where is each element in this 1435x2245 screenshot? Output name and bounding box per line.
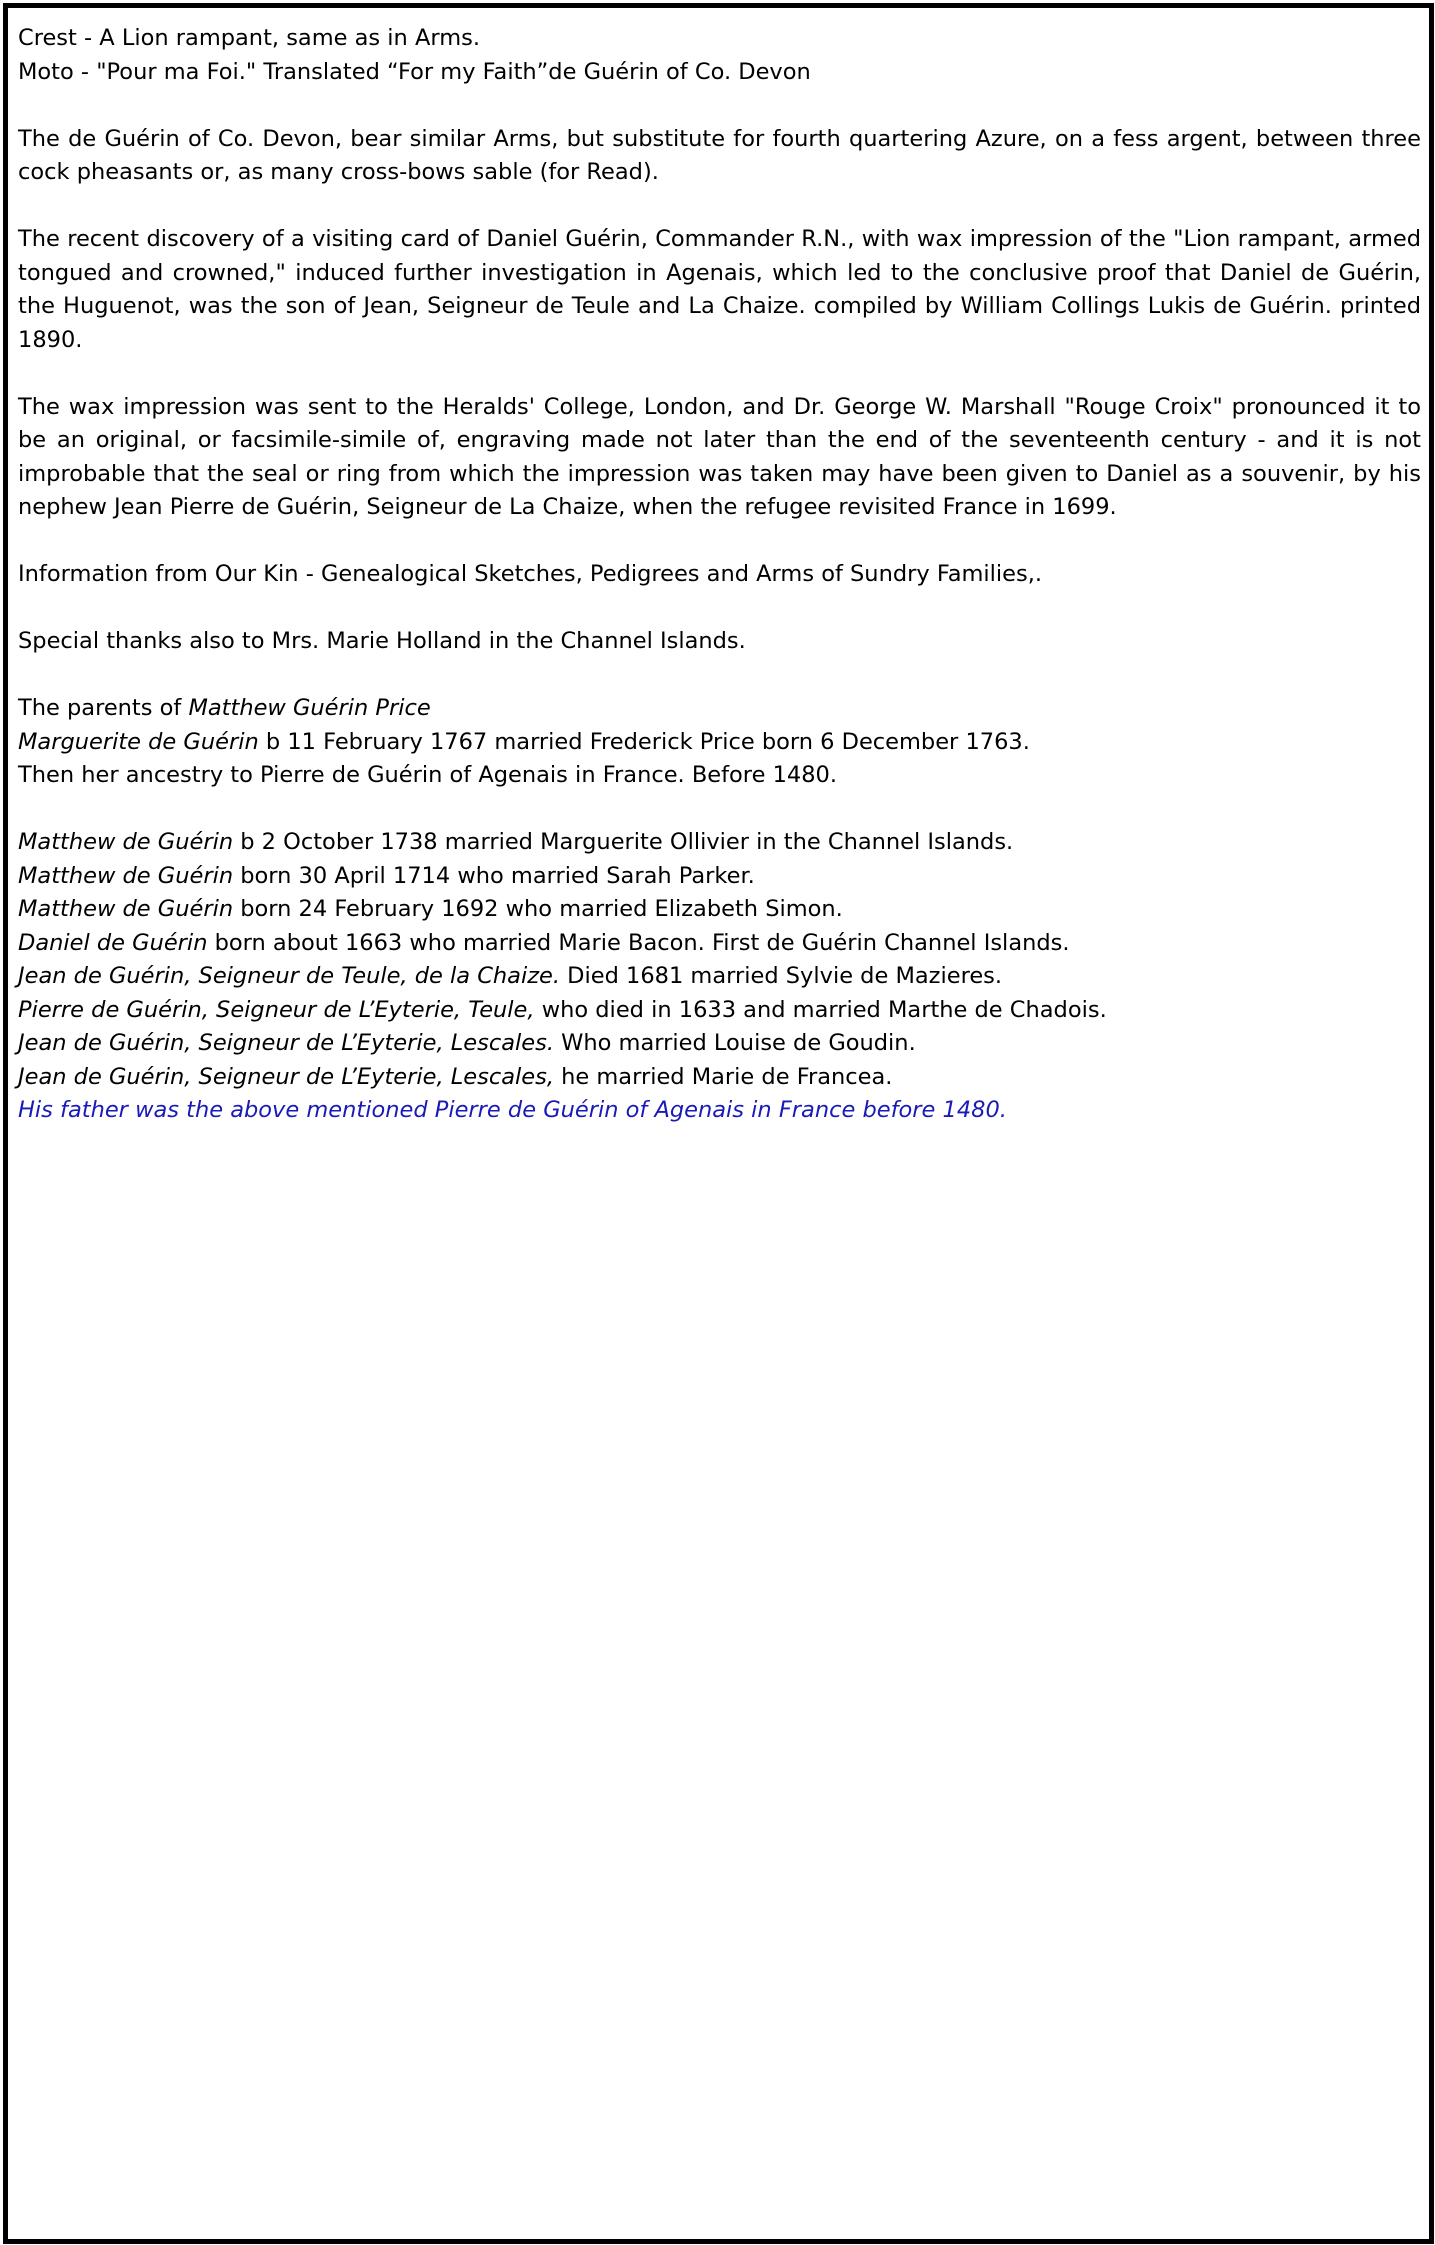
page-frame [3, 3, 1434, 2244]
devon-paragraph: The de Guérin of Co. Devon, bear similar Arms, but substitute for fourth quartering Azure, on a fess argent, between three cock pheasants or, as many cross-bows sable (for Read). [18, 125, 1421, 185]
motto-line: Moto - "Pour ma Foi." Translated “For my Faith”de Guérin of Co. Devon [18, 58, 811, 85]
thanks-line: Special thanks also to Mrs. Marie Holland in the Channel Islands. [18, 628, 746, 654]
lineage-name: Jean de Guérin, Seigneur de L’Eyterie, Lescales. [18, 1030, 554, 1056]
lineage-line [18, 860, 1421, 894]
spacer [18, 357, 1421, 391]
lineage-name: Jean de Guérin, Seigneur de Teule, de la Chaize. [18, 963, 561, 989]
lineage-name: Matthew de Guérin [18, 896, 234, 922]
discovery-paragraph: The recent discovery of a visiting card of Daniel Guérin, Commander R.N., with wax impression of the "Lion rampant, armed tongued and crowned," induced further investigation in Agenais, which led to the conclusive proof that Daniel de Guérin, the Huguenot, was the son of Jean, Seigneur de Teule and La Chaize. compiled by William Collings Lukis de Guérin. printed 1890. [18, 226, 1421, 353]
spacer [18, 793, 1421, 827]
lineage-line [18, 893, 1421, 927]
lineage-details: born 24 February 1692 who married Elizabeth Simon. [233, 896, 843, 922]
lineage-details: born about 1663 who married Marie Bacon. First de Guérin Channel Islands. [207, 929, 1070, 956]
lineage-line [18, 994, 1421, 1028]
parents-intro-text: The parents of [18, 695, 189, 721]
lineage-name: Pierre de Guérin, Seigneur de L’Eyterie, Teule, [18, 996, 535, 1023]
spacer [18, 525, 1421, 559]
lineage-details: he married Marie de Francea. [553, 1063, 893, 1090]
crest-line: Crest - A Lion rampant, same as in Arms. [18, 25, 480, 51]
spacer [18, 592, 1421, 626]
parents-intro-name: Matthew Guérin Price [188, 695, 431, 721]
lineage-line [18, 960, 1421, 994]
spacer [18, 89, 1421, 123]
lineage-name: Matthew de Guérin [18, 829, 234, 855]
spacer [18, 659, 1421, 693]
lineage-details: born 30 April 1714 who married Sarah Parker. [233, 862, 755, 889]
lineage-line [18, 1061, 1421, 1095]
final-lineage-line: His father was the above mentioned Pierre de Guérin of Agenais in France before 1480. [18, 1097, 1007, 1123]
mother-line [18, 726, 1421, 760]
lineage-details: Died 1681 married Sylvie de Mazieres. [560, 963, 1003, 989]
mother-name: Marguerite de Guérin [18, 728, 259, 755]
information-source-line: Information from Our Kin - Genealogical Sketches, Pedigrees and Arms of Sundry Families,. [18, 561, 1043, 587]
lineage-line [18, 826, 1421, 860]
ancestry-line: Then her ancestry to Pierre de Guérin of Agenais in France. Before 1480. [18, 762, 837, 788]
spacer [18, 190, 1421, 224]
document-body [18, 22, 1421, 1128]
lineage-line [18, 927, 1421, 961]
lineage-name: Matthew de Guérin [18, 862, 234, 889]
wax-impression-paragraph: The wax impression was sent to the Heralds' College, London, and Dr. George W. Marshall "Rouge Croix" pronounced it to be an original, or facsimile-simile of, engraving made not later than the end of the seventeenth century - and it is not improbable that the seal or ring from which the impression was taken may have been given to Daniel as a souvenir, by his nephew Jean Pierre de Guérin, Seigneur de La Chaize, when the refugee revisited France in 1699. [18, 393, 1421, 520]
lineage-name: Daniel de Guérin [18, 929, 208, 956]
lineage-line [18, 1027, 1421, 1061]
lineage-details: b 2 October 1738 married Marguerite Ollivier in the Channel Islands. [233, 829, 1014, 855]
lineage-details: who died in 1633 and married Marthe de Chadois. [534, 996, 1107, 1023]
lineage-name: Jean de Guérin, Seigneur de L’Eyterie, Lescales, [18, 1063, 554, 1090]
lineage-details: Who married Louise de Goudin. [553, 1030, 916, 1056]
parents-intro-line [18, 692, 1421, 726]
mother-details: b 11 February 1767 married Frederick Price born 6 December 1763. [258, 728, 1030, 755]
